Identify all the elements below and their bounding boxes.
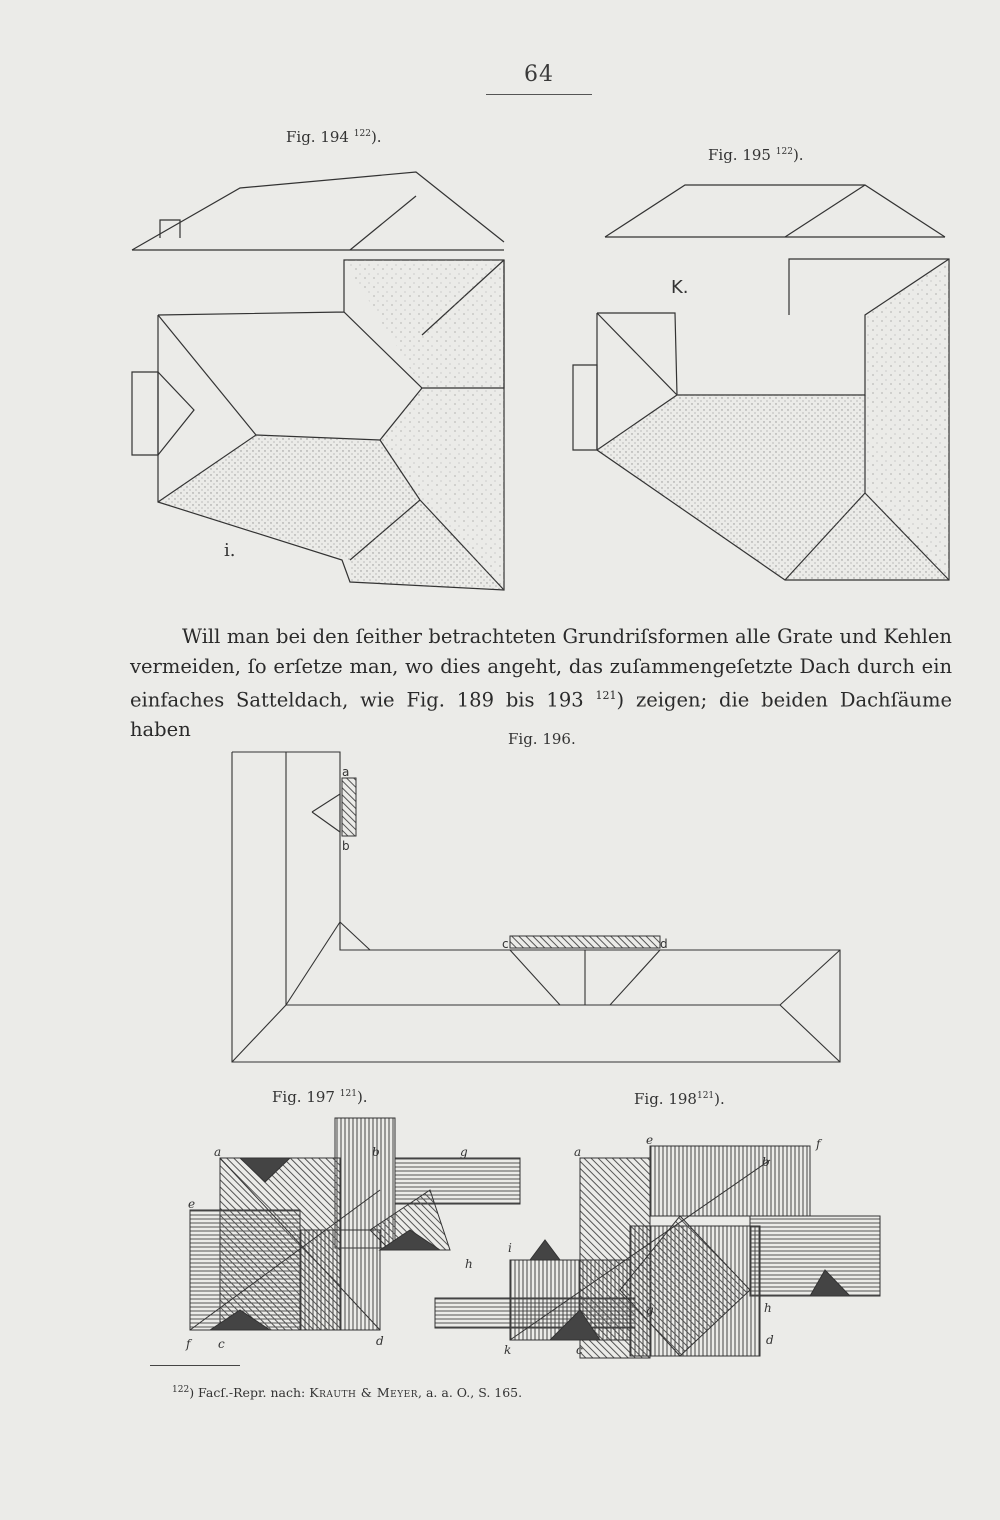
svg-text:g: g xyxy=(646,1303,654,1317)
svg-text:i.: i. xyxy=(224,540,236,561)
fig195-caption: Fig. 195 $^{122}$). xyxy=(708,146,804,164)
fig197-caption: Fig. 197 $^{121}$). xyxy=(272,1088,368,1106)
svg-text:b: b xyxy=(762,1155,770,1169)
fig195-drawing xyxy=(565,175,960,605)
svg-text:i: i xyxy=(508,1241,512,1255)
svg-text:e: e xyxy=(646,1133,654,1147)
svg-text:e: e xyxy=(188,1197,196,1211)
svg-text:c: c xyxy=(502,937,509,951)
svg-text:a: a xyxy=(214,1145,222,1159)
header-rule xyxy=(486,94,592,95)
svg-text:h: h xyxy=(764,1301,772,1315)
fig198-caption: Fig. $198^{121}$). xyxy=(634,1090,725,1108)
svg-text:K.: K. xyxy=(671,277,689,298)
fig196-drawing xyxy=(220,742,860,1072)
svg-text:k: k xyxy=(504,1343,512,1357)
svg-text:b: b xyxy=(372,1145,380,1159)
svg-text:d: d xyxy=(660,937,668,951)
footnote-rule xyxy=(150,1365,240,1366)
svg-text:g: g xyxy=(460,1145,468,1159)
svg-text:d: d xyxy=(376,1334,384,1348)
body-paragraph: Will man bei den ſeither betrachteten Grundriſsformen alle Grate und Kehlen vermeiden, ſo erſetze man, wo dies angeht, das zuſammengeſetzte Dach durch ein einfaches Satteldach, wie Fig. 189 bis 193 $^{121}$) zeigen; die beiden Dachſäume haben xyxy=(130,625,952,741)
svg-text:h: h xyxy=(465,1257,473,1271)
svg-text:a: a xyxy=(342,765,350,779)
footnote: $^{122}$) Facſ.-Repr. nach: Krauth & Meyer, a. a. O., S. 165. xyxy=(172,1385,523,1401)
svg-text:f: f xyxy=(816,1137,821,1151)
fig198-drawing xyxy=(430,1130,900,1370)
fig194-caption: Fig. 194 $^{122}$). xyxy=(286,128,382,146)
page-number: 64 xyxy=(524,62,554,87)
fig196-caption: Fig. 196. xyxy=(508,730,576,748)
svg-text:b: b xyxy=(342,839,350,853)
svg-text:f: f xyxy=(186,1337,191,1351)
svg-text:c: c xyxy=(218,1337,225,1351)
svg-text:d: d xyxy=(766,1333,774,1347)
fig194-drawing xyxy=(120,150,520,610)
svg-text:c: c xyxy=(576,1343,583,1357)
svg-text:a: a xyxy=(574,1145,582,1159)
